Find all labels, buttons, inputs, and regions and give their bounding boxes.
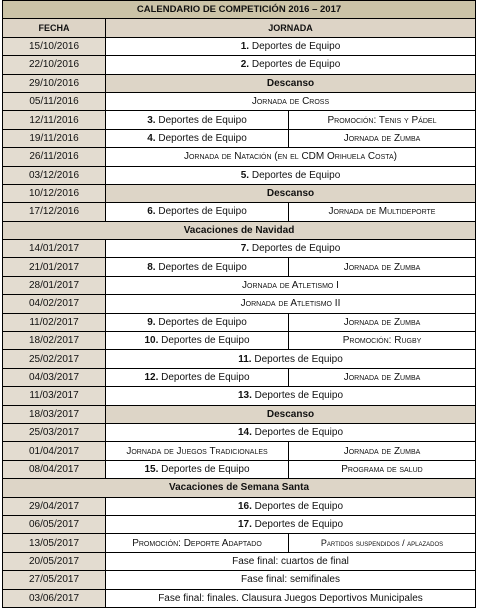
jornada-text: Deportes de Equipo	[155, 114, 247, 126]
jornada-number: 12.	[144, 372, 159, 383]
jornada-cell	[106, 166, 476, 184]
date-cell: 25/03/2017	[3, 423, 106, 441]
table-row	[3, 148, 476, 166]
table-row	[3, 258, 476, 276]
date-cell: 13/05/2017	[3, 534, 106, 552]
primary-activity: Jornada de Juegos Tradicionales	[106, 442, 289, 460]
date-cell: 04/02/2017	[3, 295, 106, 313]
date-cell: 18/02/2017	[3, 332, 106, 350]
jornada-cell	[106, 37, 476, 55]
secondary-activity: Jornada de Zumba	[289, 129, 476, 147]
jornada-number: 3.	[147, 114, 156, 126]
date-cell: 08/04/2017	[3, 460, 106, 478]
jornada-text: Deportes de Equipo	[251, 353, 343, 365]
table-row	[3, 552, 476, 570]
jornada-number: 8.	[147, 261, 156, 273]
date-cell: 12/11/2016	[3, 111, 106, 129]
section-row	[3, 479, 476, 497]
secondary-activity: Jornada de Zumba	[289, 258, 476, 276]
table-row	[3, 203, 476, 221]
date-cell: 01/04/2017	[3, 442, 106, 460]
special-jornada: Jornada de Cross	[106, 92, 476, 110]
final-phase-label: Fase final: finales. Clausura Juegos Deportivos Municipales	[106, 589, 476, 607]
final-phase-label: Fase final: semifinales	[106, 571, 476, 589]
date-cell: 05/11/2016	[3, 92, 106, 110]
jornada-cell	[106, 56, 476, 74]
jornada-text: Deportes de Equipo	[155, 261, 247, 273]
table-row	[3, 368, 476, 386]
jornada-text: Deportes de Equipo	[158, 372, 250, 383]
jornada-text: Deportes de Equipo	[249, 40, 341, 52]
jornada-text: Deportes de Equipo	[158, 335, 250, 347]
jornada-text: Deportes de Equipo	[155, 316, 247, 328]
date-cell: 21/01/2017	[3, 258, 106, 276]
table-row	[3, 350, 476, 368]
date-cell: 18/03/2017	[3, 405, 106, 423]
table-row	[3, 497, 476, 515]
jornada-cell	[106, 203, 289, 221]
date-cell: 03/12/2016	[3, 166, 106, 184]
date-cell: 22/10/2016	[3, 56, 106, 74]
jornada-cell	[106, 240, 476, 258]
jornada-number: 9.	[147, 316, 156, 328]
date-cell: 20/05/2017	[3, 552, 106, 570]
jornada-text: Deportes de Equipo	[251, 390, 344, 402]
secondary-activity: Programa de salud	[289, 460, 476, 478]
jornada-number: 10.	[144, 335, 159, 347]
secondary-activity: Jornada de Zumba	[289, 368, 476, 386]
jornada-number: 1.	[240, 40, 250, 52]
secondary-activity: Jornada de Zumba	[289, 313, 476, 331]
secondary-activity: Promoción: Rugby	[289, 332, 476, 350]
jornada-cell	[106, 387, 476, 405]
rest-label: Descanso	[106, 74, 476, 92]
rest-label: Descanso	[106, 184, 476, 202]
date-cell: 26/11/2016	[3, 148, 106, 166]
jornada-number: 14.	[237, 427, 252, 439]
table-row	[3, 92, 476, 110]
table-row	[3, 129, 476, 147]
date-cell: 19/11/2016	[3, 129, 106, 147]
date-cell: 11/02/2017	[3, 313, 106, 331]
date-cell: 10/12/2016	[3, 184, 106, 202]
primary-activity: Promoción: Deporte Adaptado	[106, 534, 289, 552]
table-row	[3, 515, 476, 533]
table-row	[3, 387, 476, 405]
jornada-number: 7.	[240, 243, 250, 255]
special-jornada: Jornada de Atletismo I	[106, 276, 476, 294]
jornada-cell	[106, 497, 476, 515]
table-row	[3, 332, 476, 350]
header-row	[3, 19, 476, 37]
jornada-cell	[106, 111, 289, 129]
table-row	[3, 276, 476, 294]
column-header-jornada: JORNADA	[106, 19, 476, 37]
jornada-text: Deportes de Equipo	[155, 132, 247, 144]
jornada-text: Deportes de Equipo	[249, 59, 341, 71]
column-header-fecha: FECHA	[3, 19, 106, 37]
jornada-cell	[106, 332, 289, 350]
date-cell: 28/01/2017	[3, 276, 106, 294]
table-row	[3, 111, 476, 129]
table-row	[3, 313, 476, 331]
jornada-cell	[106, 129, 289, 147]
table-row	[3, 460, 476, 478]
jornada-text: Deportes de Equipo	[249, 243, 341, 255]
table-row	[3, 56, 476, 74]
date-cell: 17/12/2016	[3, 203, 106, 221]
jornada-number: 6.	[147, 206, 156, 218]
date-cell: 06/05/2017	[3, 515, 106, 533]
date-cell: 03/06/2017	[3, 589, 106, 607]
jornada-text: Deportes de Equipo	[158, 463, 250, 475]
date-cell: 25/02/2017	[3, 350, 106, 368]
table-row	[3, 295, 476, 313]
table-row	[3, 423, 476, 441]
jornada-number: 16.	[237, 500, 252, 512]
section-label: Vacaciones de Semana Santa	[3, 479, 476, 497]
special-jornada: Jornada de Atletismo II	[106, 295, 476, 313]
rest-label: Descanso	[106, 405, 476, 423]
date-cell: 11/03/2017	[3, 387, 106, 405]
date-cell: 04/03/2017	[3, 368, 106, 386]
table-row	[3, 184, 476, 202]
jornada-text: Deportes de Equipo	[251, 519, 344, 531]
competition-calendar-table	[2, 0, 476, 608]
title-row	[3, 1, 476, 19]
section-label: Vacaciones de Navidad	[3, 221, 476, 239]
jornada-number: 2.	[240, 59, 250, 71]
jornada-cell	[106, 515, 476, 533]
date-cell: 27/05/2017	[3, 571, 106, 589]
jornada-number: 4.	[147, 132, 156, 144]
jornada-cell	[106, 313, 289, 331]
section-row	[3, 221, 476, 239]
table-row	[3, 534, 476, 552]
secondary-activity: Jornada de Zumba	[289, 442, 476, 460]
jornada-number: 13.	[237, 390, 252, 402]
jornada-text: Deportes de Equipo	[155, 206, 247, 218]
jornada-cell	[106, 258, 289, 276]
jornada-number: 11.	[238, 353, 252, 365]
jornada-cell	[106, 368, 289, 386]
secondary-activity: Partidos suspendidos / aplazados	[289, 534, 476, 552]
jornada-number: 5.	[240, 169, 250, 181]
date-cell: 29/10/2016	[3, 74, 106, 92]
jornada-cell	[106, 350, 476, 368]
date-cell: 14/01/2017	[3, 240, 106, 258]
date-cell: 15/10/2016	[3, 37, 106, 55]
jornada-text: Deportes de Equipo	[251, 500, 344, 512]
jornada-text: Deportes de Equipo	[251, 427, 344, 439]
jornada-number: 15.	[144, 463, 159, 475]
table-row	[3, 240, 476, 258]
jornada-text: Deportes de Equipo	[249, 169, 341, 181]
table-row	[3, 589, 476, 607]
jornada-number: 17.	[237, 519, 252, 531]
table-row	[3, 166, 476, 184]
table-row	[3, 571, 476, 589]
table-row	[3, 442, 476, 460]
jornada-cell	[106, 423, 476, 441]
secondary-activity: Promoción: Tenis y Pádel	[289, 111, 476, 129]
final-phase-label: Fase final: cuartos de final	[106, 552, 476, 570]
special-jornada: Jornada de Natación (en el CDM Orihuela Costa)	[106, 148, 476, 166]
table-row	[3, 37, 476, 55]
table-row	[3, 74, 476, 92]
date-cell: 29/04/2017	[3, 497, 106, 515]
jornada-cell	[106, 460, 289, 478]
table-row	[3, 405, 476, 423]
calendar-title: CALENDARIO DE COMPETICIÓN 2016 – 2017	[3, 1, 476, 19]
secondary-activity: Jornada de Multideporte	[289, 203, 476, 221]
